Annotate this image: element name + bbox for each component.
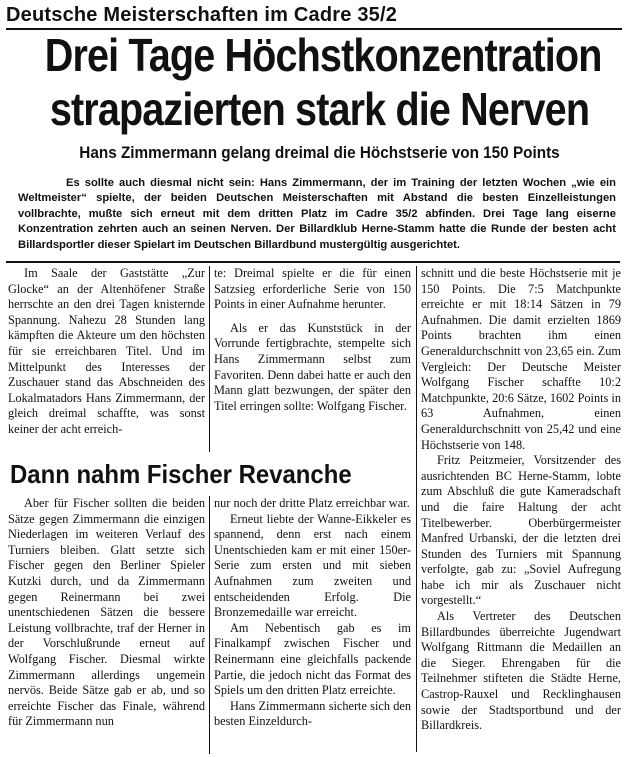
paragraph: te: Dreimal spielte er die für einen Satzsieg erforderliche Serie von 150 Points in einer Aufnahme herunter.: [214, 266, 411, 312]
paragraph: schnitt und die beste Höchstserie mit je 150 Points. Die 7:5 Matchpunkte erreichte er mit 18:14 Sätzen in 79 Aufnahmen. Die damit erzielten 1869 Points brachten ihm einen Generaldurchschnitt von 23,65 ein. Zum Vergleich: Der Deutsche Meister Wolfgang Fischer schaffte 10:2 Matchpunkte, 20:6 Sätze, 1602 Points in 63 Aufnahmen, einen Generaldurchschnitt von 25,42 und eine Höchstserie von 148.: [421, 266, 621, 452]
column-1-bottom: [8, 496, 205, 754]
paragraph: Im Saale der Gaststätte „Zur Glocke“ an der Altenhöfener Straße herrschte an den drei Tagen knisternde Spannung. Nahezu 28 Stunden lang kämpften die Akteure um den höchsten für sie erreichbaren Titel. Und im Mittelpunkt des Interesses der Zuschauer stand das Abschneiden des Lokalmatadors Hans Zimmermann, der gleich dreimal schaffte, was sonst keiner der acht erreich-: [8, 266, 205, 436]
paragraph: Am Nebentisch gab es im Finalkampf zwischen Fischer und Reinermann eine gleichfalls packende Partie, die jedoch nicht das Format des Spiels um den dritten Platz erreichte.: [214, 620, 411, 698]
column-1-top: [8, 266, 205, 452]
section-kicker: Deutsche Meisterschaften im Cadre 35/2: [6, 2, 622, 30]
column-2-bottom: [214, 496, 411, 754]
paragraph: Hans Zimmermann sicherte sich den besten Einzeldurch-: [214, 698, 411, 729]
lead-rule: [6, 261, 620, 263]
paragraph: Fritz Peitzmeier, Vorsitzender des ausrichtenden BC Herne-Stamm, lobte zum Abschluß die gute Kameradschaft und die faire Haltung der acht Titelbewerber. Oberbürgermeister Manfred Urbanski, der die letzten drei Stunden des Turniers mit Spannung verfolgte, gab zu: „Soviel Aufregung habe ich mir als Zuschauer nicht vorgestellt.“: [421, 453, 621, 608]
column-2-top: [214, 266, 411, 452]
section-heading: Dann nahm Fischer Revanche: [10, 459, 352, 489]
headline-line-1: Drei Tage Höchstkonzentration: [44, 29, 602, 81]
column-divider: [209, 266, 210, 452]
column-divider: [209, 496, 210, 754]
paragraph: Als Vertreter des Deutschen Billardbundes überreichte Jugendwart Wolfgang Rittmann die Medaillen an die Sieger. Ehrengaben für die Teilnehmer stifteten die Städte Herne, Castrop-Rauxel und Recklinghausen sowie der Stadtsportbund und der Billardkreis.: [421, 609, 621, 733]
paragraph: Als er das Kunststück in der Vorrunde fertigbrachte, stempelte sich Hans Zimmermann selbst zum Favoriten. Denn dabei hatte er auch den Mann glatt bezwungen, der später den Titel erringen sollte: Wolfgang Fischer.: [214, 320, 411, 413]
headline-line-2: strapazierten stark die Nerven: [49, 83, 590, 135]
lead-paragraph: Es sollte auch diesmal nicht sein: Hans Zimmermann, der im Training der letzten Wochen „wie ein Weltmeister“ spielte, der beiden Deutschen Meisterschaften mit Abstand die besten Einzelleistungen vollbrachte, mußte sich erneut mit dem dritten Platz im Cadre 35/2 abfinden. Drei Tage lang eiserne Konzentration zehrten auch an seinen Nerven. Der Billardklub Herne-Stamm hatte die Runde der besten acht Billardsportler dieser Spielart im Deutschen Billardbund mustergültig ausgerichtet.: [18, 177, 616, 251]
paragraph: Aber für Fischer sollten die beiden Sätze gegen Zimmermann die einzigen Niederlagen im weiteren Verlauf des Turniers bleiben. Glatt setzte sich Fischer gegen den Berliner Spieler Kutzki durch, und da Zimmermann gegen Reinermann bei zwei unentschiedenen Sätzen die bessere Leistung vollbrachte, traf der Herner in der Vorschlußrunde erneut auf Wolfgang Fischer. Diesmal wirkte Zimmermann allerdings ungemein nervös. Beide Sätze gab er ab, und so erreichte Fischer das Finale, während für Zimmermann nun: [8, 496, 205, 729]
column-3: [421, 266, 621, 754]
paragraph: Erneut liebte der Wanne-Eikkeler es spannend, denn erst nach einem Unentschieden kam er mit einer 150er-Serie zum ersten und mit sieben Aufnahmen zum zweiten und entscheidenden Erfolg. Die Bronzemedaille war erreicht.: [214, 511, 411, 620]
column-divider: [416, 266, 417, 752]
subheadline: Hans Zimmermann gelang dreimal die Höchstserie von 150 Points: [79, 143, 560, 162]
paragraph: nur noch der dritte Platz erreichbar war.: [214, 496, 410, 510]
